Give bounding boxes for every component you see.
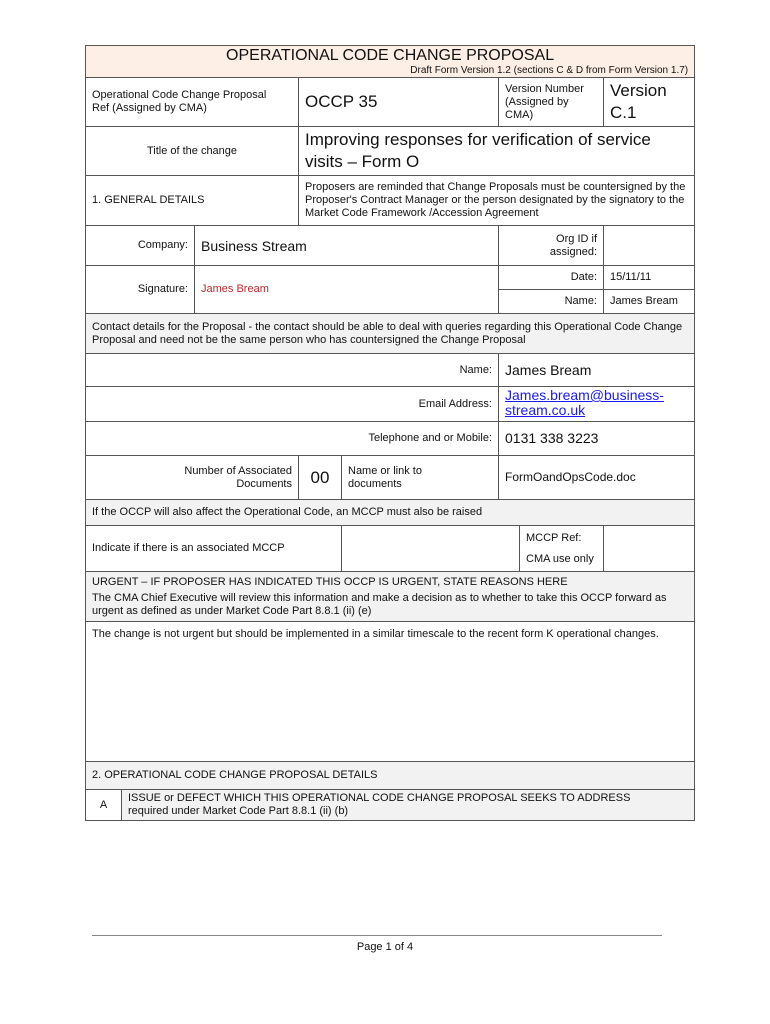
- mccp-ref-cell: [520, 526, 604, 572]
- date-label: Date:: [499, 266, 604, 290]
- proposal-form: [85, 45, 694, 821]
- general-details-label: 1. GENERAL DETAILS: [86, 176, 299, 226]
- name-label: Name:: [499, 290, 604, 314]
- docs-count-value: 00: [299, 456, 342, 500]
- signature-label: Signature:: [86, 266, 195, 314]
- urgent-heading: URGENT – IF PROPOSER HAS INDICATED THIS OCCP IS URGENT, STATE REASONS HERE: [92, 576, 568, 588]
- signature-value: James Bream: [195, 266, 499, 314]
- name-value: James Bream: [604, 290, 695, 314]
- urgent-section: [86, 572, 695, 622]
- contact-email-cell: [499, 387, 695, 422]
- contact-email-link[interactable]: James.bream@business-stream.co.uk: [505, 387, 664, 418]
- docs-count-label: Number of Associated Documents: [86, 456, 299, 500]
- contact-email-label: Email Address:: [86, 387, 499, 422]
- org-id-value: [604, 226, 695, 266]
- footer-divider: [92, 935, 662, 936]
- section2-row-letter: A: [86, 790, 122, 821]
- general-details-note: Proposers are reminded that Change Proposals must be countersigned by the Proposer's Contract Manager or the person designated by the signatory to the Market Code Framework /Accession Agreement: [299, 176, 695, 226]
- title-value: Improving responses for verification of service visits – Form O: [299, 127, 695, 176]
- org-id-label: Org ID if assigned:: [499, 226, 604, 266]
- section2-row-text: ISSUE or DEFECT WHICH THIS OPERATIONAL CODE CHANGE PROPOSAL SEEKS TO ADDRESS required under Market Code Part 8.8.1 (ii) (b): [122, 790, 695, 821]
- docs-link-value: FormOandOpsCode.doc: [499, 456, 695, 500]
- date-value: 15/11/11: [604, 266, 695, 290]
- mccp-ref-value: [604, 526, 695, 572]
- section2-heading: 2. OPERATIONAL CODE CHANGE PROPOSAL DETAILS: [86, 762, 695, 790]
- version-value: Version C.1: [604, 78, 695, 127]
- ref-label: Operational Code Change Proposal Ref (Assigned by CMA): [86, 78, 299, 127]
- urgent-note: The CMA Chief Executive will review this information and make a decision as to whether to take this OCCP forward as urgent as defined as under Market Code Part 8.8.1 (ii) (e): [92, 592, 667, 617]
- version-label: Version Number (Assigned by CMA): [499, 78, 604, 127]
- company-label: Company:: [86, 226, 195, 266]
- mccp-cma-label: CMA use only: [526, 553, 594, 565]
- urgent-reason: The change is not urgent but should be implemented in a similar timescale to the recent form K operational changes.: [86, 622, 695, 762]
- contact-phone-value: 0131 338 3223: [499, 422, 695, 456]
- mccp-notice: If the OCCP will also affect the Operational Code, an MCCP must also be raised: [86, 500, 695, 526]
- form-version-note: Draft Form Version 1.2 (sections C & D from Form Version 1.7): [410, 65, 689, 76]
- form-header: [86, 46, 695, 78]
- contact-intro: Contact details for the Proposal - the contact should be able to deal with queries regarding this Operational Code Change Proposal and need not be the same person who has countersigned the Change Proposal: [86, 314, 695, 354]
- mccp-ref-label: MCCP Ref:: [526, 532, 582, 544]
- ref-value: OCCP 35: [299, 78, 499, 127]
- contact-phone-label: Telephone and or Mobile:: [86, 422, 499, 456]
- page-number: Page 1 of 4: [356, 941, 414, 953]
- contact-name-value: James Bream: [499, 354, 695, 387]
- form-title: OPERATIONAL CODE CHANGE PROPOSAL: [226, 47, 555, 64]
- docs-link-label: Name or link to documents: [342, 456, 499, 500]
- mccp-indicate-label: Indicate if there is an associated MCCP: [86, 526, 342, 572]
- title-label: Title of the change: [86, 127, 299, 176]
- mccp-indicate-value: [342, 526, 520, 572]
- company-value: Business Stream: [195, 226, 499, 266]
- contact-name-label: Name:: [86, 354, 499, 387]
